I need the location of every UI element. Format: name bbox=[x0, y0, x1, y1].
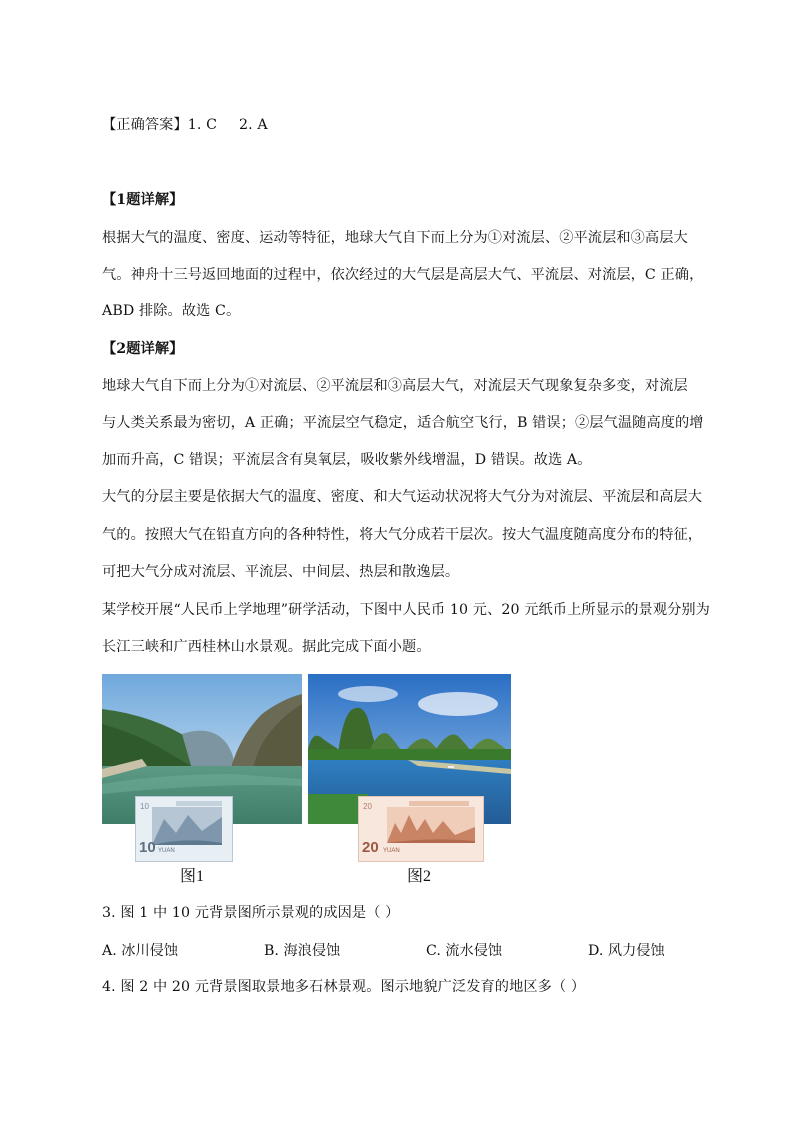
q1-line-1: 根据大气的温度、密度、运动等特征，地球大气自下而上分为①对流层、②平流层和③高层大 bbox=[102, 230, 688, 246]
twenty-yuan-value: 20 bbox=[362, 839, 379, 856]
twenty-yuan-top-value: 20 bbox=[363, 802, 372, 811]
q1-line-3: ABD 排除。故选 C。 bbox=[102, 303, 241, 319]
q2-line-2: 与人类关系最为密切，A 正确；平流层空气稳定，适合航空飞行，B 错误；②层气温随高度的增 bbox=[102, 415, 704, 431]
twenty-yuan-yuan: YUAN bbox=[383, 848, 400, 854]
answer-1: 1. C bbox=[187, 117, 218, 133]
q3-stem: 3. 图 1 中 10 元背景图所示景观的成因是（ ） bbox=[102, 905, 400, 921]
q1-heading: 【1题详解】 bbox=[102, 192, 184, 208]
q3-option-a: A. 冰川侵蚀 bbox=[102, 943, 179, 959]
figure-2-caption: 图2 bbox=[407, 868, 432, 885]
answer-label: 【正确答案】 bbox=[102, 117, 188, 133]
answer-2: 2. A bbox=[239, 117, 268, 133]
intro-line-1: 某学校开展“人民币上学地理”研学活动，下图中人民币 10 元、20 元纸币上所显示的景观分别为 bbox=[102, 602, 710, 618]
q4-stem: 4. 图 2 中 20 元背景图取景地多石林景观。图示地貌广泛发育的地区多（ ） bbox=[102, 979, 586, 995]
ten-yuan-yuan: YUAN bbox=[158, 848, 175, 854]
ten-yuan-top-value: 10 bbox=[140, 802, 149, 811]
q3-option-d: D. 风力侵蚀 bbox=[588, 943, 665, 959]
q1-line-2: 气。神舟十三号返回地面的过程中，依次经过的大气层是高层大气、平流层、对流层，C 正确， bbox=[102, 267, 704, 283]
q2-line-1: 地球大气自下而上分为①对流层、②平流层和③高层大气，对流层天气现象复杂多变，对流层 bbox=[102, 378, 688, 394]
twenty-yuan-note bbox=[358, 796, 484, 862]
answer-line bbox=[102, 115, 268, 135]
figure-1-caption: 图1 bbox=[180, 868, 205, 885]
q2-heading: 【2题详解】 bbox=[102, 341, 184, 357]
ten-yuan-note bbox=[135, 796, 233, 862]
summary-line-3: 可把大气分成对流层、平流层、中间层、热层和散逸层。 bbox=[102, 564, 460, 580]
summary-line-1: 大气的分层主要是依据大气的温度、密度、和大气运动状况将大气分为对流层、平流层和高层大 bbox=[102, 489, 703, 505]
q3-option-c: C. 流水侵蚀 bbox=[426, 943, 503, 959]
ten-yuan-value: 10 bbox=[139, 839, 156, 856]
intro-line-2: 长江三峡和广西桂林山水景观。据此完成下面小题。 bbox=[102, 639, 431, 655]
q3-option-b: B. 海浪侵蚀 bbox=[264, 943, 341, 959]
q2-line-3: 加而升高，C 错误；平流层含有臭氧层，吸收紫外线增温，D 错误。故选 A。 bbox=[102, 452, 592, 468]
summary-line-2: 气的。按照大气在铅直方向的各种特性，将大气分成若干层次。按大气温度随高度分布的特征， bbox=[102, 527, 703, 543]
